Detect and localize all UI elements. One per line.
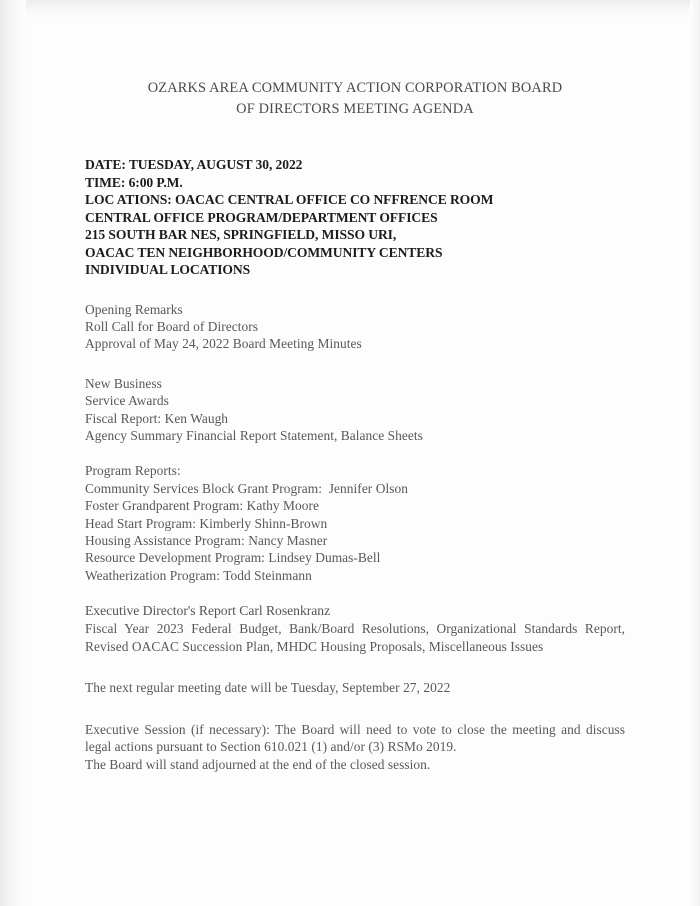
scan-edge-shading-right xyxy=(690,0,700,906)
scan-edge-shading-left xyxy=(0,0,26,906)
agenda-item-minutes-approval: Approval of May 24, 2022 Board Meeting Minutes xyxy=(85,336,362,352)
opening-section xyxy=(85,301,625,353)
program-report-resource-development: Resource Development Program: Lindsey Dumas-Bell xyxy=(85,550,381,566)
section-heading-new-business: New Business xyxy=(85,375,162,391)
program-report-weatherization: Weatherization Program: Todd Steinmann xyxy=(85,567,312,583)
meeting-address-line: 215 SOUTH BAR NES, SPRINGFIELD, MISSO URI, xyxy=(85,227,397,242)
agenda-item-opening-remarks: Opening Remarks xyxy=(85,301,183,317)
agenda-item-agency-summary: Agency Summary Financial Report Statement, Balance Sheets xyxy=(85,427,423,443)
executive-director-report-heading: Executive Director's Report Carl Rosenkranz xyxy=(85,603,331,619)
adjournment-note: The Board will stand adjourned at the end of the closed session. xyxy=(85,756,431,772)
executive-director-report-paragraph: Fiscal Year 2023 Federal Budget, Bank/Board Resolutions, Organizational Standards Report, Revised OACAC Succession Plan, MHDC Housing Proposals, Miscellaneous Issues xyxy=(85,621,625,654)
agenda-item-fiscal-report: Fiscal Report: Ken Waugh xyxy=(85,410,229,426)
program-report-foster-grandparent: Foster Grandparent Program: Kathy Moore xyxy=(85,498,319,514)
meeting-time-line: TIME: 6:00 P.M. xyxy=(85,174,183,190)
meeting-location-central-office-line: CENTRAL OFFICE PROGRAM/DEPARTMENT OFFICES xyxy=(85,209,438,225)
section-heading-program-reports: Program Reports: xyxy=(85,463,181,479)
program-report-csbg: Community Services Block Grant Program: Jennifer Olson xyxy=(85,480,408,496)
program-report-head-start: Head Start Program: Kimberly Shinn-Brown xyxy=(85,515,328,531)
document-title-line-2: OF DIRECTORS MEETING AGENDA xyxy=(236,101,474,117)
meeting-individual-locations-line: INDIVIDUAL LOCATIONS xyxy=(85,262,251,277)
meeting-date-line: DATE: TUESDAY, AUGUST 30, 2022 xyxy=(85,157,303,172)
document-title xyxy=(85,78,625,120)
new-business-section xyxy=(85,375,625,445)
document-body xyxy=(85,78,625,773)
program-reports-section xyxy=(85,462,625,584)
meeting-neighborhood-centers-line: OACAC TEN NEIGHBORHOOD/COMMUNITY CENTERS xyxy=(85,244,443,260)
executive-session-paragraph: Executive Session (if necessary): The Board will need to vote to close the meeting and discuss legal actions pursuant to Section 610.021 (1) and/or (3) RSMo 2019. xyxy=(85,721,625,755)
meeting-locations-line: LOC ATIONS: OACAC CENTRAL OFFICE CO NFFRENCE ROOM xyxy=(85,192,494,207)
document-title-line-1: OZARKS AREA COMMUNITY ACTION CORPORATION BOARD xyxy=(147,80,563,96)
meeting-details-block xyxy=(85,156,625,279)
program-report-housing-assistance: Housing Assistance Program: Nancy Masner xyxy=(85,532,328,548)
agenda-item-roll-call: Roll Call for Board of Directors xyxy=(85,318,259,334)
scan-edge-shading-top xyxy=(0,0,700,18)
next-meeting-note: The next regular meeting date will be Tuesday, September 27, 2022 xyxy=(85,680,451,696)
agenda-item-service-awards: Service Awards xyxy=(85,393,169,409)
